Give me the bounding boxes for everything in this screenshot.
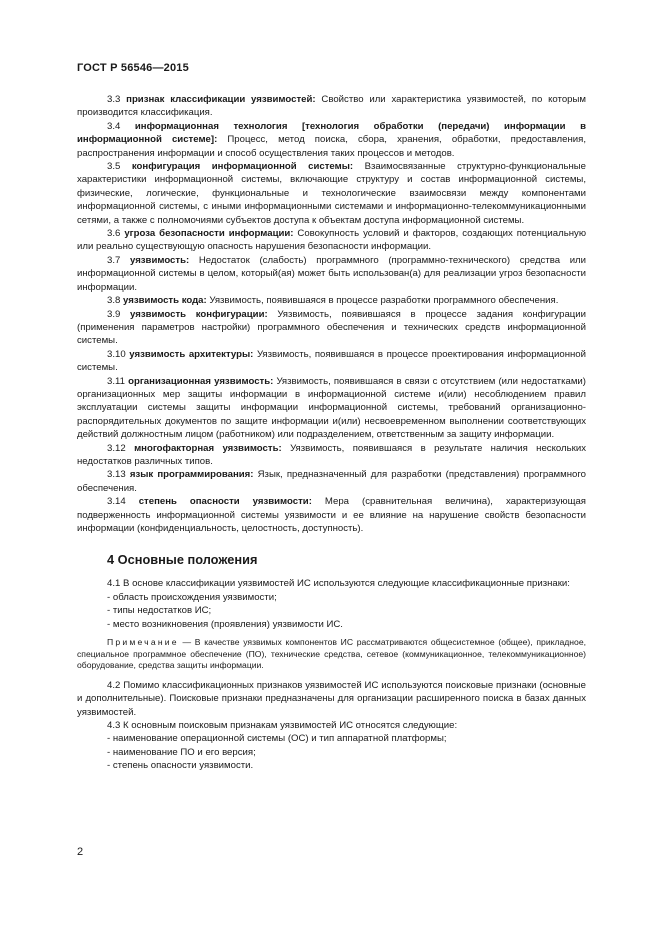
page-number: 2: [77, 846, 84, 858]
term-number: 3.8: [107, 295, 121, 307]
term-definition: Свойство или характеристика уязвимостей, по которым производится классификация.: [77, 94, 586, 119]
term-paragraph: [77, 442, 586, 469]
term-definition: Уязвимость, появившаяся в процессе проектирования информационной системы.: [77, 348, 586, 374]
note-text: — В качестве уязвимых компонентов ИС рассматриваются общесистемное (общее), прикладное, специальное программное обеспечение (ПО), технические средства, сетевое (коммуникационное, телекоммуникационное) оборудование, средства защиты информации.: [77, 637, 586, 671]
paragraph-4-1: 4.1 В основе классификации уязвимостей ИС используются следующие классификационные признаки:: [107, 578, 570, 590]
term-paragraph: [77, 308, 586, 348]
term-paragraph: [77, 93, 586, 120]
term-name: уязвимость конфигурации:: [130, 308, 268, 320]
section-title: 4 Основные положения: [107, 552, 258, 568]
term-definition: Мера (сравнительная величина), характеризующая подверженность информационной системы уязвимости и ее влияние на нарушение свойств безопасности информации (конфиденциальность, целостность, доступность).: [77, 496, 587, 534]
term-name: конфигурация информационной системы:: [131, 161, 354, 173]
term-number: 3.3: [107, 94, 121, 105]
term-number: 3.6: [107, 228, 121, 240]
list-item: - наименование операционной системы (ОС) и тип аппаратной платформы;: [107, 733, 447, 745]
term-name: степень опасности уязвимости:: [138, 496, 312, 508]
term-number: 3.13: [107, 469, 126, 481]
term-number: 3.7: [107, 254, 121, 266]
term-definition: Уязвимость, появившаяся в процессе задания конфигурации (применения параметров настройки) программного обеспечения и технических средств информационной системы.: [77, 308, 586, 347]
document-header: ГОСТ Р 56546—2015: [77, 62, 189, 74]
term-paragraph: [77, 294, 586, 307]
term-name: организационная уязвимость:: [128, 375, 274, 387]
term-name: уязвимость:: [129, 254, 190, 266]
list-item: - область происхождения уязвимости;: [107, 591, 277, 603]
list-item: - место возникновения (проявления) уязвимости ИС.: [107, 618, 343, 630]
term-number: 3.10: [107, 348, 126, 360]
term-definition: Процесс, метод поиска, сбора, хранения, обработки, предоставления, распространения информации и способ осуществления таких процессов и методов.: [77, 134, 587, 159]
term-number: 3.5: [107, 161, 121, 173]
list-item: - степень опасности уязвимости.: [107, 760, 254, 772]
term-paragraph: [77, 160, 586, 227]
term-paragraph: [77, 348, 586, 375]
term-name: многофакторная уязвимость:: [134, 442, 282, 454]
list-item: - наименование ПО и его версия;: [107, 746, 256, 758]
term-name: информационная технология [технология обработки (передачи) информации в информационной системе]:: [77, 120, 586, 146]
term-paragraph: [77, 495, 586, 535]
term-number: 3.12: [107, 442, 126, 454]
term-paragraph: [77, 468, 586, 495]
term-definition: Недостаток (слабость) программного (программно-технического) средства или информационной системы в целом, который(ая) может быть использован(а) для реализации угроз безопасности информации.: [77, 254, 587, 293]
term-number: 3.9: [107, 308, 121, 320]
document-body: [77, 93, 586, 773]
note-label: Примечание: [107, 637, 179, 648]
term-paragraph: [77, 227, 586, 254]
paragraph-4-2: 4.2 Помимо классификационных признаков уязвимостей ИС используются поисковые признаки (основные и дополнительные). Поисковые признаки предназначены для организации расширенного поиска в базах данных уязвимостей.: [77, 679, 586, 718]
term-paragraph: [77, 120, 586, 160]
term-definition: Взаимосвязанные структурно-функциональные характеристики информационной системы, включающие структуру и состав информационной системы, физические, логические, функциональные и технологические взаимосвязи между компонентами информационной системы, с иными информационными системами и информационно-телекоммуникационными сетями, а также с полномочиями субъектов доступа к объектам доступа информационной системы.: [77, 161, 586, 226]
term-name: угроза безопасности информации:: [124, 228, 294, 240]
term-name: язык программирования:: [129, 469, 254, 481]
term-definition: Язык, предназначенный для разработки (представления) программного обеспечения.: [77, 469, 587, 494]
term-paragraph: [77, 375, 586, 442]
term-number: 3.4: [107, 120, 121, 132]
paragraph-4-3: 4.3 К основным поисковым признакам уязвимостей ИС относятся следующие:: [107, 720, 458, 732]
term-name: уязвимость кода:: [123, 295, 207, 307]
term-name: признак классификации уязвимостей:: [126, 94, 316, 105]
list-4-3: [77, 732, 586, 772]
term-paragraph: [77, 254, 586, 294]
terms-list: [77, 93, 586, 535]
list-item: - типы недостатков ИС;: [107, 605, 212, 617]
term-definition: Уязвимость, появившаяся в результате наличия нескольких недостатков различных типов.: [77, 442, 586, 467]
term-definition: Совокупность условий и факторов, создающих потенциальную или реально существующую опасность нарушения безопасности информации.: [77, 228, 587, 253]
term-definition: Уязвимость, появившаяся в связи с отсутствием (или недостатками) организационных мер защиты информации в информационной системе и(или) несоблюдением правил эксплуатации системы защиты информации информационной системы, требований организационно-распорядительных документов по защите информации и(или) несвоевременном выполнении соответствующих действий должностным лицом (работником) или подразделением, ответственным за защиту информации.: [77, 375, 586, 441]
term-number: 3.14: [107, 496, 126, 508]
term-definition: Уязвимость, появившаяся в процессе разработки программного обеспечения.: [209, 295, 559, 307]
note: [77, 637, 586, 672]
term-number: 3.11: [107, 375, 125, 387]
list-4-1: [77, 591, 586, 631]
term-name: уязвимость архитектуры:: [129, 348, 254, 360]
